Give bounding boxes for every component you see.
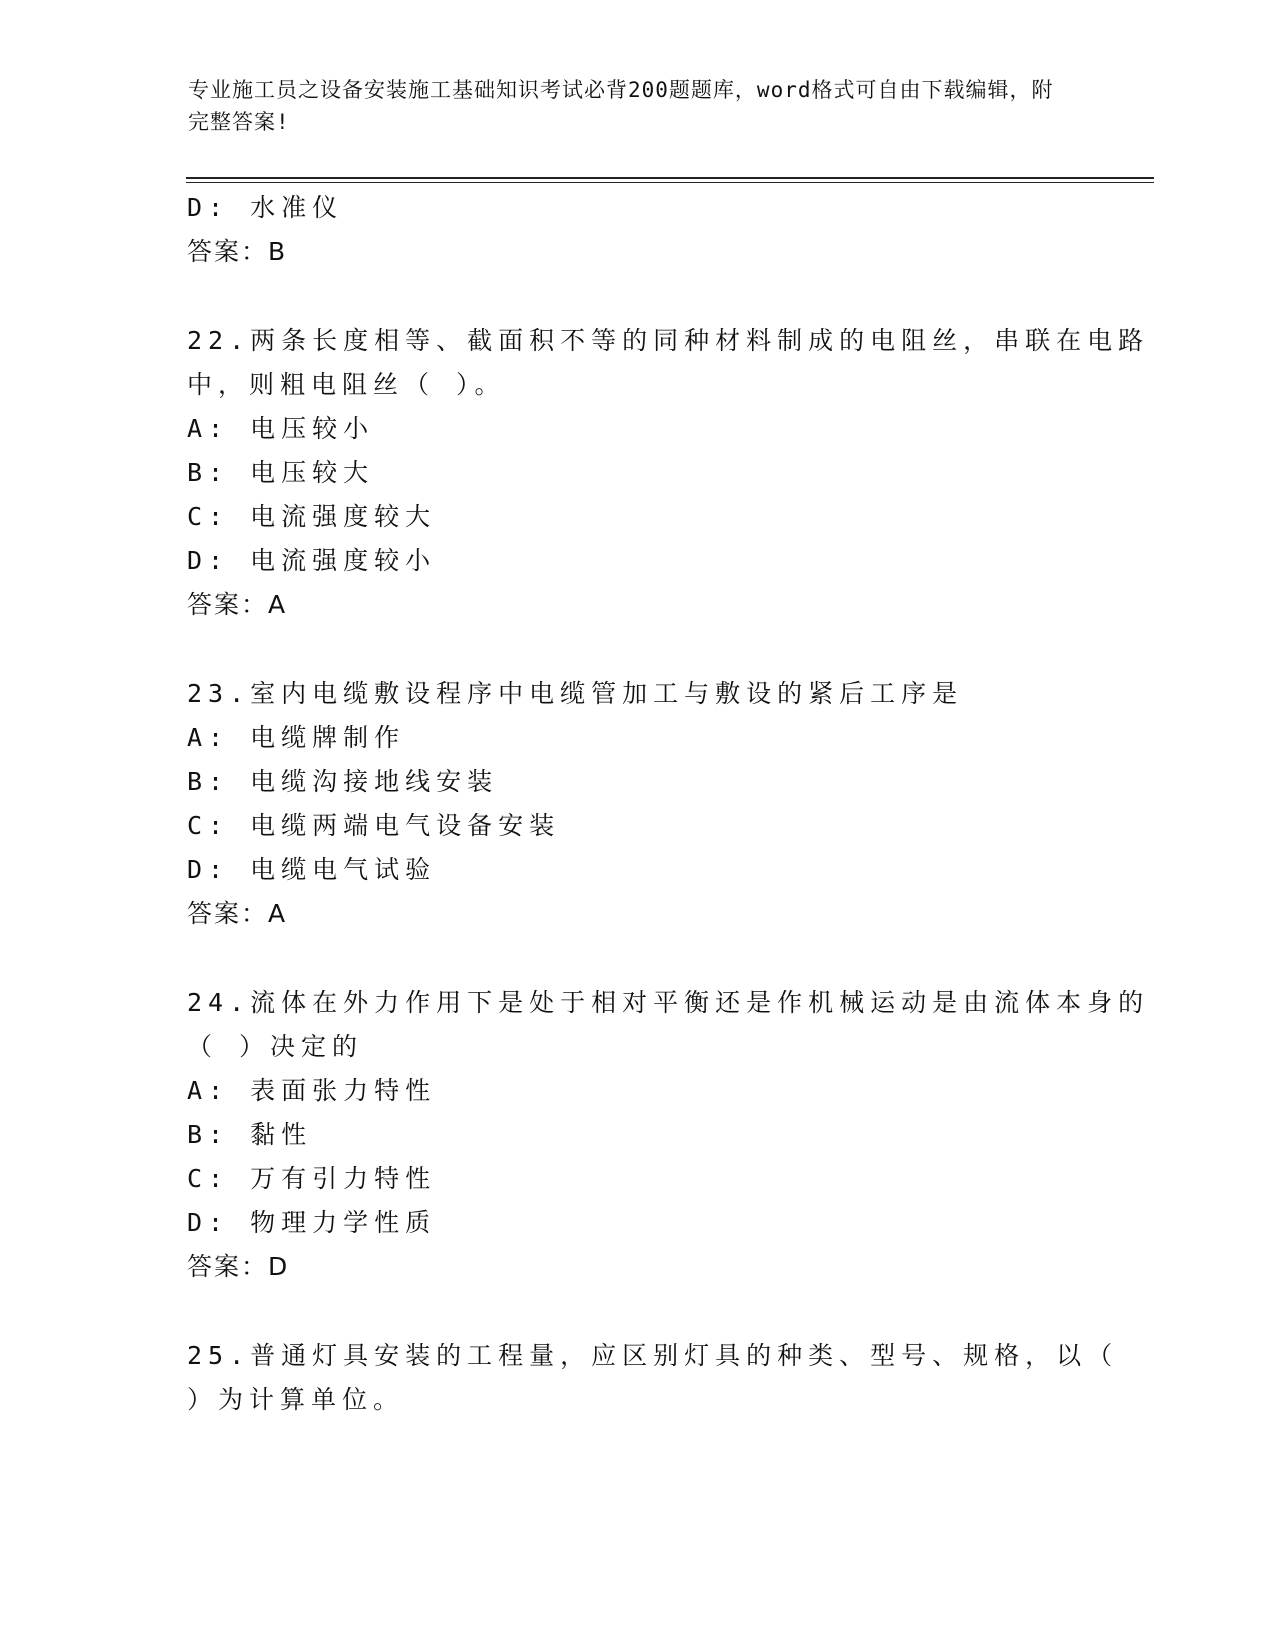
q22-answer: 答案：A (187, 590, 288, 619)
q22-option-d: D: 电流强度较小 (187, 546, 437, 575)
q23-option-d: D: 电缆电气试验 (187, 855, 437, 884)
q24-option-b: B: 黏性 (187, 1120, 313, 1149)
q22-option-b: B: 电压较大 (187, 458, 375, 487)
q24-stem-line2: （ ）决定的 (187, 1032, 364, 1061)
q24-stem-line1: 24.流体在外力作用下是处于相对平衡还是作机械运动是由流体本身的 (187, 988, 1150, 1017)
header-divider-thin (186, 182, 1154, 183)
q23-stem-line1: 23.室内电缆敷设程序中电缆管加工与敷设的紧后工序是 (187, 679, 964, 708)
q24-option-d: D: 物理力学性质 (187, 1208, 437, 1237)
q23-answer: 答案：A (187, 899, 288, 928)
q22-option-a: A: 电压较小 (187, 414, 375, 443)
q23-option-c: C: 电缆两端电气设备安装 (187, 811, 561, 840)
q24-option-c: C: 万有引力特性 (187, 1164, 437, 1193)
prev-answer: 答案：B (187, 237, 288, 266)
q25-stem-line1: 25.普通灯具安装的工程量，应区别灯具的种类、型号、规格，以（ (187, 1341, 1119, 1370)
header-divider-thick (186, 177, 1154, 179)
q24-option-a: A: 表面张力特性 (187, 1076, 437, 1105)
q22-stem-line1: 22.两条长度相等、截面积不等的同种材料制成的电阻丝，串联在电路 (187, 326, 1150, 355)
q22-stem-line2: 中，则粗电阻丝（ ）。 (187, 370, 506, 399)
q23-option-a: A: 电缆牌制作 (187, 723, 406, 752)
document-header: 专业施工员之设备安装施工基础知识考试必背200题题库，word格式可自由下载编辑，附完整答案! (188, 78, 1054, 134)
q25-stem-line2: ）为计算单位。 (187, 1385, 405, 1414)
q23-option-b: B: 电缆沟接地线安装 (187, 767, 499, 796)
q22-option-c: C: 电流强度较大 (187, 502, 437, 531)
prev-option-d: D: 水准仪 (187, 193, 344, 222)
q24-answer: 答案：D (187, 1252, 290, 1281)
